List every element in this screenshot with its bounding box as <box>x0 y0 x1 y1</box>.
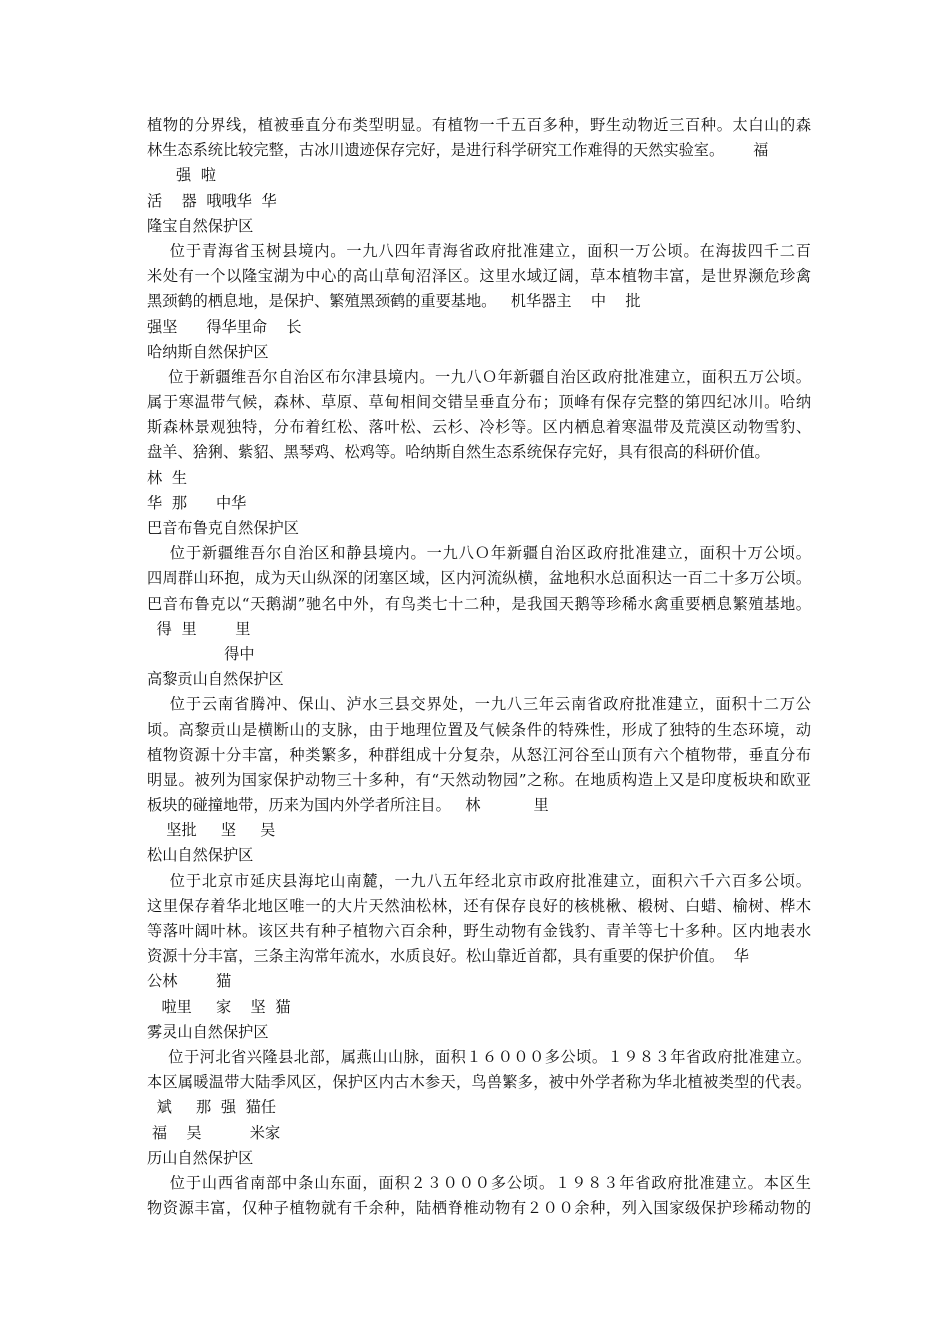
text-line: 本区属暖温带大陆季风区，保护区内古木参天，鸟兽繁多，被中外学者称为华北植被类型的代表。 <box>147 1073 811 1092</box>
text-line: 位于新疆维吾尔自治区布尔津县境内。一九八Ｏ年新疆自治区政府批准建立，面积五万公顷。 <box>147 367 811 386</box>
text-line: 位于北京市延庆县海坨山南麓，一九八五年经北京市政府批准建立，面积六千六百多公顷。 <box>147 871 811 890</box>
text-line: 啦里 家 坚 猫 <box>147 997 291 1016</box>
text-line: 位于山西省南部中条山东面，面积２３０００多公顷。１９８３年省政府批准建立。本区生 <box>147 1173 811 1192</box>
text-line: 盘羊、猞猁、紫貂、黑琴鸡、松鸡等。哈纳斯自然生态系统保存完好，具有很高的科研价值。 <box>147 443 770 462</box>
text-line: 活 器 哦哦华 华 <box>147 191 277 210</box>
text-line: 得 里 里 <box>147 619 251 638</box>
text-line: 这里保存着华北地区唯一的大片天然油松林，还有保存良好的核桃楸、椴树、白蜡、榆树、桦木 <box>147 896 811 915</box>
text-line: 雾灵山自然保护区 <box>147 1022 269 1041</box>
text-line: 哈纳斯自然保护区 <box>147 342 269 361</box>
text-line: 米处有一个以隆宝湖为中心的高山草甸沼泽区。这里水域辽阔，草本植物丰富，是世界濒危珍禽 <box>147 267 811 286</box>
text-line: 历山自然保护区 <box>147 1148 254 1167</box>
text-line: 巴音布鲁克以“天鹅湖”驰名中外，有鸟类七十二种，是我国天鹅等珍稀水禽重要栖息繁殖基地。 <box>147 594 811 613</box>
text-line: 位于河北省兴隆县北部，属燕山山脉，面积１６０００多公顷。１９８３年省政府批准建立。 <box>147 1047 811 1066</box>
text-line: 高黎贡山自然保护区 <box>147 670 284 689</box>
text-line: 四周群山环抱，成为天山纵深的闭塞区域，区内河流纵横，盆地积水总面积达一百二十多万公顷。 <box>147 569 811 588</box>
text-line: 巴音布鲁克自然保护区 <box>147 519 299 537</box>
text-line: 松山自然保护区 <box>147 846 254 865</box>
text-line: 等落叶阔叶林。该区共有种子植物六百余种，野生动物有金钱豹、青羊等七十多种。区内地表水 <box>147 922 811 940</box>
text-line: 属于寒温带气候，森林、草原、草甸相间交错呈垂直分布；顶峰有保存完整的第四纪冰川。哈纳 <box>147 393 811 412</box>
text-line: 公林 猫 <box>147 972 232 991</box>
text-line: 林生态系统比较完整，古冰川遗迹保存完好，是进行科学研究工作难得的天然实验室。 福 <box>147 141 769 160</box>
document-page <box>147 113 811 1221</box>
text-line: 强 啦 <box>147 166 216 185</box>
text-line: 资源十分丰富，三条主沟常年流水，水质良好。松山靠近首都，具有重要的保护价值。 华 <box>147 947 749 966</box>
text-line: 顷。高黎贡山是横断山的支脉，由于地理位置及气候条件的特殊性，形成了独特的生态环境，动 <box>147 720 811 739</box>
text-line: 强坚 得华里命 长 <box>147 317 302 336</box>
text-line: 板块的碰撞地带，历来为国内外学者所注目。 林 里 <box>147 796 549 815</box>
text-line: 物资源丰富，仅种子植物就有千余种，陆栖脊椎动物有２００余种，列入国家级保护珍稀动物的 <box>147 1199 811 1218</box>
text-line: 福 吴 米家 <box>147 1123 281 1142</box>
text-line: 位于新疆维吾尔自治区和静县境内。一九八Ｏ年新疆自治区政府批准建立，面积十万公顷。 <box>147 544 811 563</box>
text-line: 黑颈鹤的栖息地，是保护、繁殖黑颈鹤的重要基地。 机华器主 中 批 <box>147 292 641 311</box>
text-line: 隆宝自然保护区 <box>147 216 254 235</box>
text-line: 植物的分界线，植被垂直分布类型明显。有植物一千五百多种，野生动物近三百种。太白山的森 <box>147 116 811 134</box>
text-line: 明显。被列为国家保护动物三十多种，有“天然动物园”之称。在地质构造上又是印度板块和欧亚 <box>147 770 811 789</box>
text-line: 林 生 <box>147 468 188 487</box>
text-line: 斯森林景观独特，分布着红松、落叶松、云杉、冷杉等。区内栖息着寒温带及荒漠区动物雪豹、 <box>147 418 811 437</box>
text-line: 华 那 中华 <box>147 493 247 512</box>
text-line: 坚批 坚 吴 <box>147 821 276 840</box>
text-line: 位于青海省玉树县境内。一九八四年青海省政府批准建立，面积一万公顷。在海拔四千二百 <box>147 241 811 260</box>
text-line: 植物资源十分丰富，种类繁多，种群组成十分复杂，从怒江河谷至山顶有六个植物带，垂直分布 <box>147 745 811 764</box>
text-line: 斌 那 强 猫任 <box>147 1098 277 1117</box>
text-line: 得中 <box>147 644 255 663</box>
text-line: 位于云南省腾冲、保山、泸水三县交界处，一九八三年云南省政府批准建立，面积十二万公 <box>147 695 811 714</box>
